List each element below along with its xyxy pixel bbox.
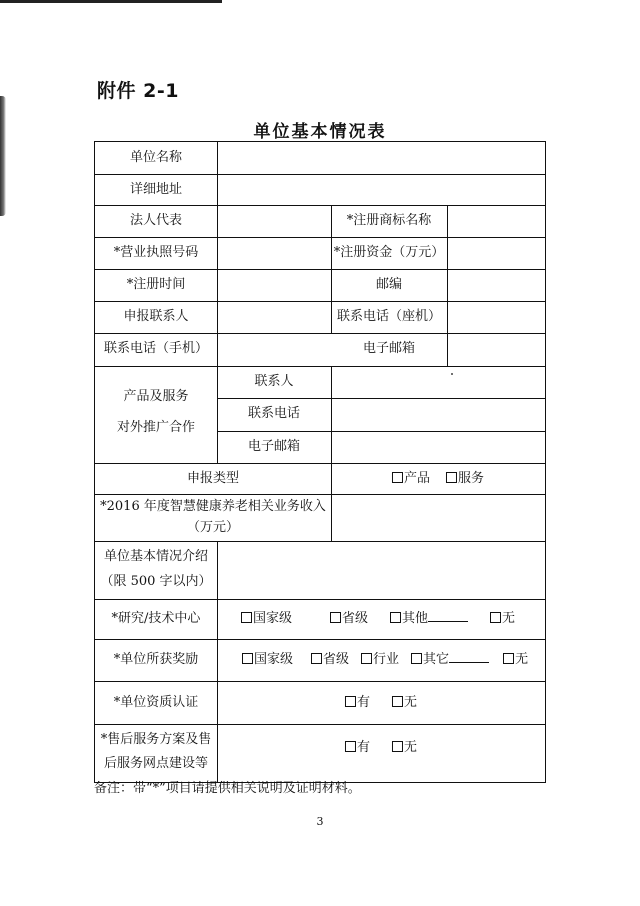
row-divider — [95, 301, 545, 302]
row-divider — [95, 724, 545, 725]
checkbox-award-other[interactable] — [411, 653, 422, 664]
rd-other-blank[interactable] — [428, 621, 468, 622]
row-divider — [95, 681, 545, 682]
qualification-options — [345, 695, 417, 711]
label-qualification: *单位资质认证 — [113, 695, 199, 710]
option-service: 服务 — [458, 471, 485, 486]
row-divider — [95, 541, 545, 542]
checkbox-product[interactable] — [392, 472, 403, 483]
col-divider — [447, 205, 448, 366]
label-apply-type: 申报类型 — [186, 471, 240, 486]
checkbox-after-sales-yes[interactable] — [345, 741, 356, 752]
col-divider — [217, 541, 218, 599]
label-contact-email: 电子邮箱 — [247, 439, 301, 454]
page-number: 3 — [316, 815, 324, 828]
label-after-sales-line2: 后服务网点建设等 — [103, 756, 209, 771]
row-divider — [95, 463, 545, 464]
form-title: 单位基本情况表 — [253, 122, 387, 142]
option-after-sales-yes: 有 — [356, 740, 370, 755]
label-after-sales-line1: *售后服务方案及售 — [100, 732, 212, 747]
label-promo-line2: 对外推广合作 — [116, 420, 196, 435]
checkbox-after-sales-no[interactable] — [392, 741, 403, 752]
col-divider — [331, 205, 332, 333]
option-rd-provincial: 省级 — [342, 611, 369, 626]
label-capital: *注册资金（万元） — [333, 245, 445, 260]
label-contact: 联系人 — [254, 374, 294, 389]
label-email: 电子邮箱 — [362, 341, 416, 356]
scan-speck — [451, 373, 453, 375]
after-sales-options — [345, 740, 417, 756]
row-divider — [217, 398, 545, 399]
label-address: 详细地址 — [129, 182, 183, 197]
col-divider — [217, 366, 218, 463]
label-license: *营业执照号码 — [113, 245, 199, 260]
label-trademark: *注册商标名称 — [346, 213, 432, 228]
label-unit-name: 单位名称 — [129, 150, 183, 165]
checkbox-qual-no[interactable] — [392, 696, 403, 707]
footnote: 备注：带“*”项目请提供相关说明及证明材料。 — [94, 781, 361, 796]
checkbox-rd-none[interactable] — [490, 612, 501, 623]
checkbox-rd-national[interactable] — [241, 612, 252, 623]
label-intro-line2: （限 500 字以内） — [100, 574, 212, 589]
row-divider — [95, 237, 545, 238]
checkbox-service[interactable] — [446, 472, 457, 483]
unit-info-form — [94, 141, 546, 783]
label-postcode: 邮编 — [375, 277, 403, 292]
option-rd-other: 其他 — [402, 611, 429, 626]
awards-options — [242, 652, 528, 668]
option-qual-yes: 有 — [356, 695, 370, 710]
option-rd-none: 无 — [502, 611, 516, 626]
col-divider — [217, 142, 218, 366]
apply-type-options — [392, 471, 484, 487]
row-divider — [95, 599, 545, 600]
row-divider — [95, 174, 545, 175]
row-divider — [95, 494, 545, 495]
rd-center-options — [241, 611, 515, 627]
checkbox-award-none[interactable] — [503, 653, 514, 664]
label-revenue-line1: *2016 年度智慧健康养老相关业务收入 — [100, 499, 326, 514]
label-rd-center: *研究/技术中心 — [111, 611, 201, 626]
scan-binding-mark — [0, 96, 6, 216]
label-applicant: 申报联系人 — [123, 309, 189, 324]
option-award-provincial: 省级 — [323, 652, 350, 667]
checkbox-rd-provincial[interactable] — [330, 612, 341, 623]
checkbox-award-industry[interactable] — [361, 653, 372, 664]
label-legal-rep: 法人代表 — [129, 213, 183, 228]
row-divider — [95, 205, 545, 206]
top-rule — [0, 0, 222, 3]
option-award-none: 无 — [515, 652, 529, 667]
option-after-sales-no: 无 — [404, 740, 418, 755]
option-rd-national: 国家级 — [253, 611, 293, 626]
checkbox-award-provincial[interactable] — [311, 653, 322, 664]
award-other-blank[interactable] — [449, 662, 489, 663]
option-qual-no: 无 — [404, 695, 418, 710]
option-award-other: 其它 — [423, 652, 450, 667]
label-awards: *单位所获奖励 — [113, 652, 199, 667]
row-divider — [217, 431, 545, 432]
row-divider — [95, 333, 545, 334]
label-intro-line1: 单位基本情况介绍 — [103, 549, 209, 564]
checkbox-award-national[interactable] — [242, 653, 253, 664]
label-mobile: 联系电话（手机） — [103, 341, 209, 356]
label-landline: 联系电话（座机） — [336, 309, 442, 324]
option-product: 产品 — [403, 471, 430, 486]
col-divider — [331, 463, 332, 541]
label-promo-line1: 产品及服务 — [123, 389, 189, 404]
col-divider — [331, 366, 332, 463]
row-divider — [95, 366, 545, 367]
option-award-industry: 行业 — [373, 652, 400, 667]
row-divider — [95, 269, 545, 270]
col-divider — [217, 599, 218, 782]
label-contact-phone: 联系电话 — [247, 406, 301, 421]
attachment-label: 附件 2-1 — [97, 80, 179, 102]
label-revenue-line2: （万元） — [186, 520, 240, 535]
row-divider — [95, 639, 545, 640]
checkbox-qual-yes[interactable] — [345, 696, 356, 707]
option-award-national: 国家级 — [254, 652, 294, 667]
label-reg-time: *注册时间 — [126, 277, 186, 292]
checkbox-rd-other[interactable] — [390, 612, 401, 623]
